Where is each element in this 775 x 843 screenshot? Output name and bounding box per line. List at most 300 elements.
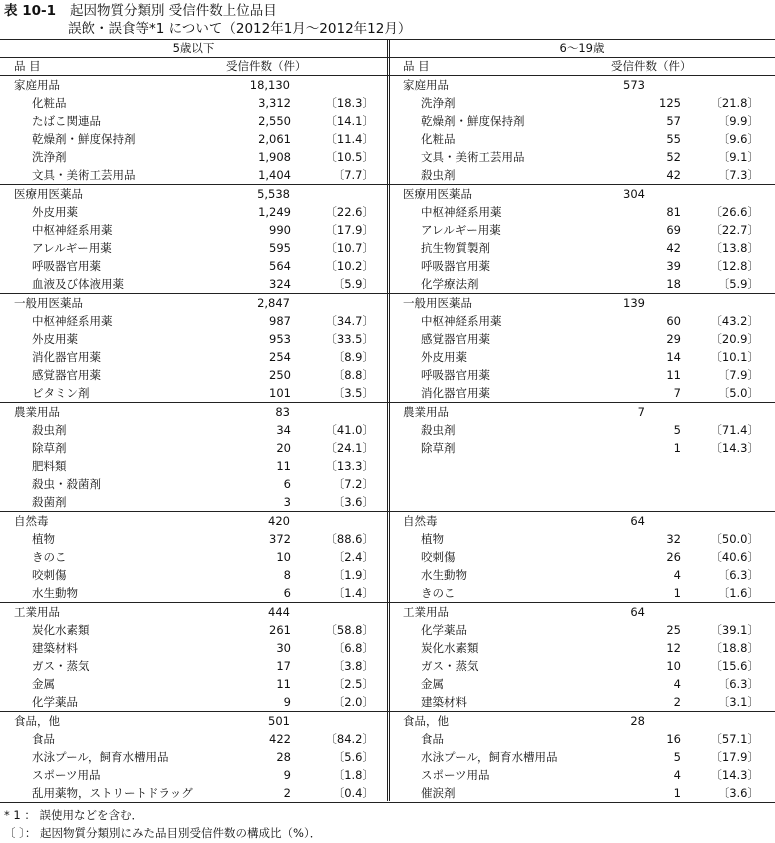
category-name: 食品，他 (14, 714, 60, 728)
right-cells (389, 76, 775, 94)
item-percent: 〔8.9〕 (332, 350, 374, 364)
item-percent: 〔58.8〕 (325, 623, 374, 637)
item-count: 1 (673, 786, 681, 800)
right-cells (389, 239, 775, 257)
item-count: 11 (666, 368, 681, 382)
left-cells (0, 403, 387, 421)
item-percent: 〔14.3〕 (710, 768, 759, 782)
title-text: 起因物質分類別 受信件数上位品目 (69, 3, 277, 19)
item-count: 4 (673, 568, 681, 582)
item-count: 81 (666, 205, 681, 219)
item-count: 29 (666, 332, 681, 346)
left-cells (0, 512, 387, 530)
item-name: 殺虫剤 (421, 423, 456, 437)
right-cells (389, 166, 775, 184)
item-name: 食品 (32, 732, 55, 746)
left-cells (0, 330, 387, 348)
right-cells (389, 566, 775, 584)
item-percent: 〔6.3〕 (717, 677, 759, 691)
item-count: 987 (269, 314, 291, 328)
item-percent: 〔18.8〕 (710, 641, 759, 655)
item-percent: 〔14.1〕 (325, 114, 374, 128)
item-name: スポーツ用品 (32, 768, 101, 782)
item-percent: 〔13.3〕 (325, 459, 374, 473)
right-cells (389, 148, 775, 166)
item-count: 2,061 (258, 132, 291, 146)
item-name: 炭化水素類 (32, 623, 90, 637)
item-name: 感覚器官用薬 (32, 368, 101, 382)
item-name: 化学薬品 (32, 695, 78, 709)
item-percent: 〔0.4〕 (332, 786, 374, 800)
right-cells (389, 221, 775, 239)
item-count: 564 (269, 259, 291, 273)
category-name: 工業用品 (403, 605, 449, 619)
right-cells (389, 112, 775, 130)
item-percent: 〔1.9〕 (332, 568, 374, 582)
category-count: 64 (630, 605, 645, 619)
left-cells (0, 294, 387, 312)
item-name: 抗生物質製剤 (421, 241, 490, 255)
item-count: 18 (666, 277, 681, 291)
item-name: 文具・美術工芸用品 (421, 150, 525, 164)
item-name: 洗浄剤 (421, 96, 456, 110)
item-count: 57 (666, 114, 681, 128)
category-count: 139 (623, 296, 645, 310)
item-count: 953 (269, 332, 291, 346)
right-cells (389, 257, 775, 275)
left-cells (0, 693, 387, 711)
item-count: 250 (269, 368, 291, 382)
category-count: 18,130 (249, 78, 290, 92)
right-cells (389, 530, 775, 548)
table-title (4, 2, 771, 38)
left-cells (0, 584, 387, 602)
right-cells (389, 403, 775, 421)
left-cells (0, 657, 387, 675)
item-name: 化粧品 (421, 132, 456, 146)
category-count: 420 (268, 514, 290, 528)
item-name: 血液及び体液用薬 (32, 277, 124, 291)
item-name: 食品 (421, 732, 444, 746)
item-percent: 〔21.8〕 (710, 96, 759, 110)
category-count: 83 (275, 405, 290, 419)
left-cells (0, 439, 387, 457)
item-count: 254 (269, 350, 291, 364)
left-cells (0, 148, 387, 166)
item-name: 消化器官用薬 (32, 350, 101, 364)
item-name: 水生動物 (421, 568, 467, 582)
item-name: 植物 (32, 532, 55, 546)
left-cells (0, 784, 387, 802)
left-cells (0, 275, 387, 293)
item-name: 化粧品 (32, 96, 67, 110)
item-name: きのこ (32, 550, 67, 564)
item-count: 125 (659, 96, 681, 110)
item-name: 建築材料 (32, 641, 78, 655)
item-count: 17 (276, 659, 291, 673)
right-cells (389, 312, 775, 330)
category-name: 農業用品 (403, 405, 449, 419)
left-cells (0, 257, 387, 275)
category-name: 一般用医薬品 (403, 296, 472, 310)
left-cells (0, 639, 387, 657)
left-cells (0, 366, 387, 384)
item-percent: 〔6.8〕 (332, 641, 374, 655)
item-name: 金属 (32, 677, 55, 691)
item-name: 呼吸器官用薬 (421, 368, 490, 382)
column-divider (389, 39, 390, 801)
footnote-2: 〔 〕： 起因物質分類別にみた品目別受信件数の構成比（%）． (4, 826, 322, 840)
item-header: 品 目 (14, 59, 41, 73)
footnote-1: * 1 ： 誤使用などを含む． (4, 808, 144, 822)
item-count: 11 (276, 459, 291, 473)
item-percent: 〔15.6〕 (710, 659, 759, 673)
right-cells (389, 675, 775, 693)
item-name: 乾燥剤・鮮度保持剤 (32, 132, 136, 146)
right-cells (389, 94, 775, 112)
item-percent: 〔18.3〕 (325, 96, 374, 110)
item-percent: 〔41.0〕 (325, 423, 374, 437)
item-count: 2,550 (258, 114, 291, 128)
item-percent: 〔11.4〕 (325, 132, 374, 146)
category-name: 医療用医薬品 (14, 187, 83, 201)
item-count: 39 (666, 259, 681, 273)
item-name: 殺虫・殺菌剤 (32, 477, 101, 491)
item-name: 文具・美術工芸用品 (32, 168, 136, 182)
right-cells (389, 693, 775, 711)
left-cells (0, 348, 387, 366)
item-count: 28 (276, 750, 291, 764)
item-name: きのこ (421, 586, 456, 600)
right-cells (389, 330, 775, 348)
item-name: 植物 (421, 532, 444, 546)
right-group-header: 6～19歳 (559, 41, 605, 55)
item-percent: 〔33.5〕 (325, 332, 374, 346)
item-percent: 〔3.8〕 (332, 659, 374, 673)
item-count: 14 (666, 350, 681, 364)
item-count: 26 (666, 550, 681, 564)
left-cells (0, 766, 387, 784)
left-cells (0, 548, 387, 566)
footnotes (4, 806, 321, 842)
item-count: 101 (269, 386, 291, 400)
item-name: 除草剤 (32, 441, 67, 455)
right-cells (389, 584, 775, 602)
item-name: 中枢神経系用薬 (32, 223, 113, 237)
item-percent: 〔50.0〕 (710, 532, 759, 546)
item-percent: 〔1.4〕 (332, 586, 374, 600)
item-name: 化学薬品 (421, 623, 467, 637)
left-cells (0, 221, 387, 239)
item-count: 1 (673, 441, 681, 455)
right-cells (389, 185, 775, 203)
item-count: 372 (269, 532, 291, 546)
item-name: たばこ関連品 (32, 114, 101, 128)
count-header: 受信件数（件） (611, 59, 692, 73)
category-count: 501 (268, 714, 290, 728)
item-name: 炭化水素類 (421, 641, 479, 655)
left-cells (0, 421, 387, 439)
count-header: 受信件数（件） (226, 59, 307, 73)
item-count: 9 (283, 768, 291, 782)
right-cells (389, 784, 775, 802)
item-name: 咬刺傷 (421, 550, 456, 564)
item-percent: 〔17.9〕 (325, 223, 374, 237)
column-divider (387, 39, 388, 801)
right-cells (389, 730, 775, 748)
item-count: 422 (269, 732, 291, 746)
item-percent: 〔7.7〕 (332, 168, 374, 182)
item-count: 16 (666, 732, 681, 746)
left-cells (0, 76, 387, 94)
right-cells (389, 603, 775, 621)
item-count: 8 (283, 568, 291, 582)
title-line-1 (4, 2, 771, 20)
item-count: 6 (283, 586, 291, 600)
item-name: 水泳プール，飼育水槽用品 (32, 750, 169, 764)
right-cells (389, 512, 775, 530)
item-percent: 〔5.9〕 (332, 277, 374, 291)
item-name: 水生動物 (32, 586, 78, 600)
item-count: 11 (276, 677, 291, 691)
item-name: ガス・蒸気 (421, 659, 479, 673)
left-cells (0, 603, 387, 621)
item-count: 12 (666, 641, 681, 655)
item-count: 2 (673, 695, 681, 709)
left-cells (0, 384, 387, 402)
item-percent: 〔7.9〕 (717, 368, 759, 382)
item-count: 2 (283, 786, 291, 800)
item-name: 中枢神経系用薬 (32, 314, 113, 328)
right-cells (389, 457, 775, 475)
left-cells (0, 730, 387, 748)
item-percent: 〔40.6〕 (710, 550, 759, 564)
item-count: 55 (666, 132, 681, 146)
item-name: 催涙剤 (421, 786, 456, 800)
left-cells (0, 112, 387, 130)
category-count: 2,847 (257, 296, 290, 310)
item-name: ガス・蒸気 (32, 659, 90, 673)
item-count: 20 (276, 441, 291, 455)
item-percent: 〔17.9〕 (710, 750, 759, 764)
item-count: 4 (673, 768, 681, 782)
item-percent: 〔9.9〕 (717, 114, 759, 128)
item-name: アレルギー用薬 (32, 241, 112, 255)
item-percent: 〔5.9〕 (717, 277, 759, 291)
right-cells (389, 621, 775, 639)
item-name: 洗浄剤 (32, 150, 67, 164)
category-count: 64 (630, 514, 645, 528)
left-cells (0, 94, 387, 112)
category-count: 28 (630, 714, 645, 728)
category-name: 自然毒 (403, 514, 438, 528)
left-cells (0, 166, 387, 184)
category-name: 農業用品 (14, 405, 60, 419)
item-percent: 〔3.1〕 (717, 695, 759, 709)
item-count: 3 (283, 495, 291, 509)
item-count: 10 (276, 550, 291, 564)
left-cells (0, 621, 387, 639)
item-name: 外皮用薬 (32, 205, 78, 219)
item-count: 25 (666, 623, 681, 637)
item-name: 殺虫剤 (421, 168, 456, 182)
category-name: 一般用医薬品 (14, 296, 83, 310)
item-count: 4 (673, 677, 681, 691)
item-name: 中枢神経系用薬 (421, 314, 502, 328)
item-percent: 〔10.1〕 (710, 350, 759, 364)
item-name: 中枢神経系用薬 (421, 205, 502, 219)
item-percent: 〔10.5〕 (325, 150, 374, 164)
item-percent: 〔22.7〕 (710, 223, 759, 237)
item-count: 32 (666, 532, 681, 546)
left-cells (0, 675, 387, 693)
item-percent: 〔1.6〕 (717, 586, 759, 600)
category-count: 304 (623, 187, 645, 201)
item-name: 乾燥剤・鮮度保持剤 (421, 114, 525, 128)
item-percent: 〔20.9〕 (710, 332, 759, 346)
item-name: 殺虫剤 (32, 423, 67, 437)
item-percent: 〔5.6〕 (332, 750, 374, 764)
right-cells (389, 203, 775, 221)
item-count: 42 (666, 241, 681, 255)
item-percent: 〔6.3〕 (717, 568, 759, 582)
category-name: 家庭用品 (403, 78, 449, 92)
item-name: 乱用薬物，ストリートドラッグ (32, 786, 193, 800)
right-cells (389, 366, 775, 384)
right-cells (389, 275, 775, 293)
item-percent: 〔12.8〕 (710, 259, 759, 273)
item-name: 化学療法剤 (421, 277, 479, 291)
right-cells (389, 384, 775, 402)
left-cells (0, 185, 387, 203)
item-percent: 〔88.6〕 (325, 532, 374, 546)
right-cells (389, 493, 775, 511)
item-name: 咬刺傷 (32, 568, 67, 582)
item-percent: 〔2.4〕 (332, 550, 374, 564)
left-cells (0, 493, 387, 511)
item-name: 呼吸器官用薬 (421, 259, 490, 273)
title-subtitle: 誤飲・誤食等*1 について（2012年1月～2012年12月） (68, 21, 412, 37)
item-percent: 〔7.3〕 (717, 168, 759, 182)
item-name: 殺菌剤 (32, 495, 67, 509)
item-count: 6 (283, 477, 291, 491)
item-header: 品 目 (403, 59, 430, 73)
category-count: 7 (637, 405, 645, 419)
item-count: 1,404 (258, 168, 291, 182)
item-count: 42 (666, 168, 681, 182)
item-count: 9 (283, 695, 291, 709)
item-percent: 〔8.8〕 (332, 368, 374, 382)
right-cells (389, 766, 775, 784)
category-name: 医療用医薬品 (403, 187, 472, 201)
item-count: 595 (269, 241, 291, 255)
item-name: 感覚器官用薬 (421, 332, 490, 346)
item-name: 外皮用薬 (421, 350, 467, 364)
left-cells (0, 239, 387, 257)
left-cells (0, 475, 387, 493)
item-percent: 〔2.0〕 (332, 695, 374, 709)
item-percent: 〔34.7〕 (325, 314, 374, 328)
left-group-header: 5歳以下 (172, 41, 215, 55)
right-cells (389, 548, 775, 566)
item-count: 34 (276, 423, 291, 437)
right-cells (389, 294, 775, 312)
item-count: 52 (666, 150, 681, 164)
item-percent: 〔22.6〕 (325, 205, 374, 219)
item-name: 呼吸器官用薬 (32, 259, 101, 273)
item-percent: 〔2.5〕 (332, 677, 374, 691)
right-cells (389, 639, 775, 657)
left-cells (0, 566, 387, 584)
item-name: 金属 (421, 677, 444, 691)
item-name: スポーツ用品 (421, 768, 490, 782)
left-cells (0, 312, 387, 330)
item-percent: 〔3.6〕 (332, 495, 374, 509)
right-cells (389, 657, 775, 675)
item-name: ビタミン剤 (32, 386, 90, 400)
item-name: 建築材料 (421, 695, 467, 709)
item-count: 5 (673, 750, 681, 764)
item-count: 324 (269, 277, 291, 291)
item-percent: 〔26.6〕 (710, 205, 759, 219)
item-percent: 〔5.0〕 (717, 386, 759, 400)
category-name: 自然毒 (14, 514, 49, 528)
category-name: 家庭用品 (14, 78, 60, 92)
item-name: 肥料類 (32, 459, 67, 473)
item-percent: 〔7.2〕 (332, 477, 374, 491)
category-count: 573 (623, 78, 645, 92)
right-cells (389, 421, 775, 439)
right-cells (389, 712, 775, 730)
item-count: 3,312 (258, 96, 291, 110)
category-name: 食品，他 (403, 714, 449, 728)
item-percent: 〔9.1〕 (717, 150, 759, 164)
right-cells (389, 348, 775, 366)
item-percent: 〔14.3〕 (710, 441, 759, 455)
left-cells (0, 748, 387, 766)
item-count: 10 (666, 659, 681, 673)
item-count: 1,908 (258, 150, 291, 164)
item-percent: 〔71.4〕 (710, 423, 759, 437)
item-percent: 〔39.1〕 (710, 623, 759, 637)
item-name: 水泳プール，飼育水槽用品 (421, 750, 558, 764)
category-name: 工業用品 (14, 605, 60, 619)
item-name: アレルギー用薬 (421, 223, 501, 237)
right-cells (389, 748, 775, 766)
item-percent: 〔3.6〕 (717, 786, 759, 800)
item-percent: 〔10.2〕 (325, 259, 374, 273)
item-percent: 〔57.1〕 (710, 732, 759, 746)
right-cells (389, 439, 775, 457)
left-cells (0, 712, 387, 730)
category-count: 5,538 (257, 187, 290, 201)
item-percent: 〔24.1〕 (325, 441, 374, 455)
right-cells (389, 475, 775, 493)
item-count: 990 (269, 223, 291, 237)
item-count: 60 (666, 314, 681, 328)
left-cells (0, 530, 387, 548)
table-number: 表 10-1 (4, 3, 56, 19)
left-cells (0, 203, 387, 221)
item-name: 外皮用薬 (32, 332, 78, 346)
item-percent: 〔9.6〕 (717, 132, 759, 146)
right-cells (389, 130, 775, 148)
left-cells (0, 130, 387, 148)
item-name: 除草剤 (421, 441, 456, 455)
item-percent: 〔3.5〕 (332, 386, 374, 400)
item-percent: 〔1.8〕 (332, 768, 374, 782)
item-count: 1,249 (258, 205, 291, 219)
